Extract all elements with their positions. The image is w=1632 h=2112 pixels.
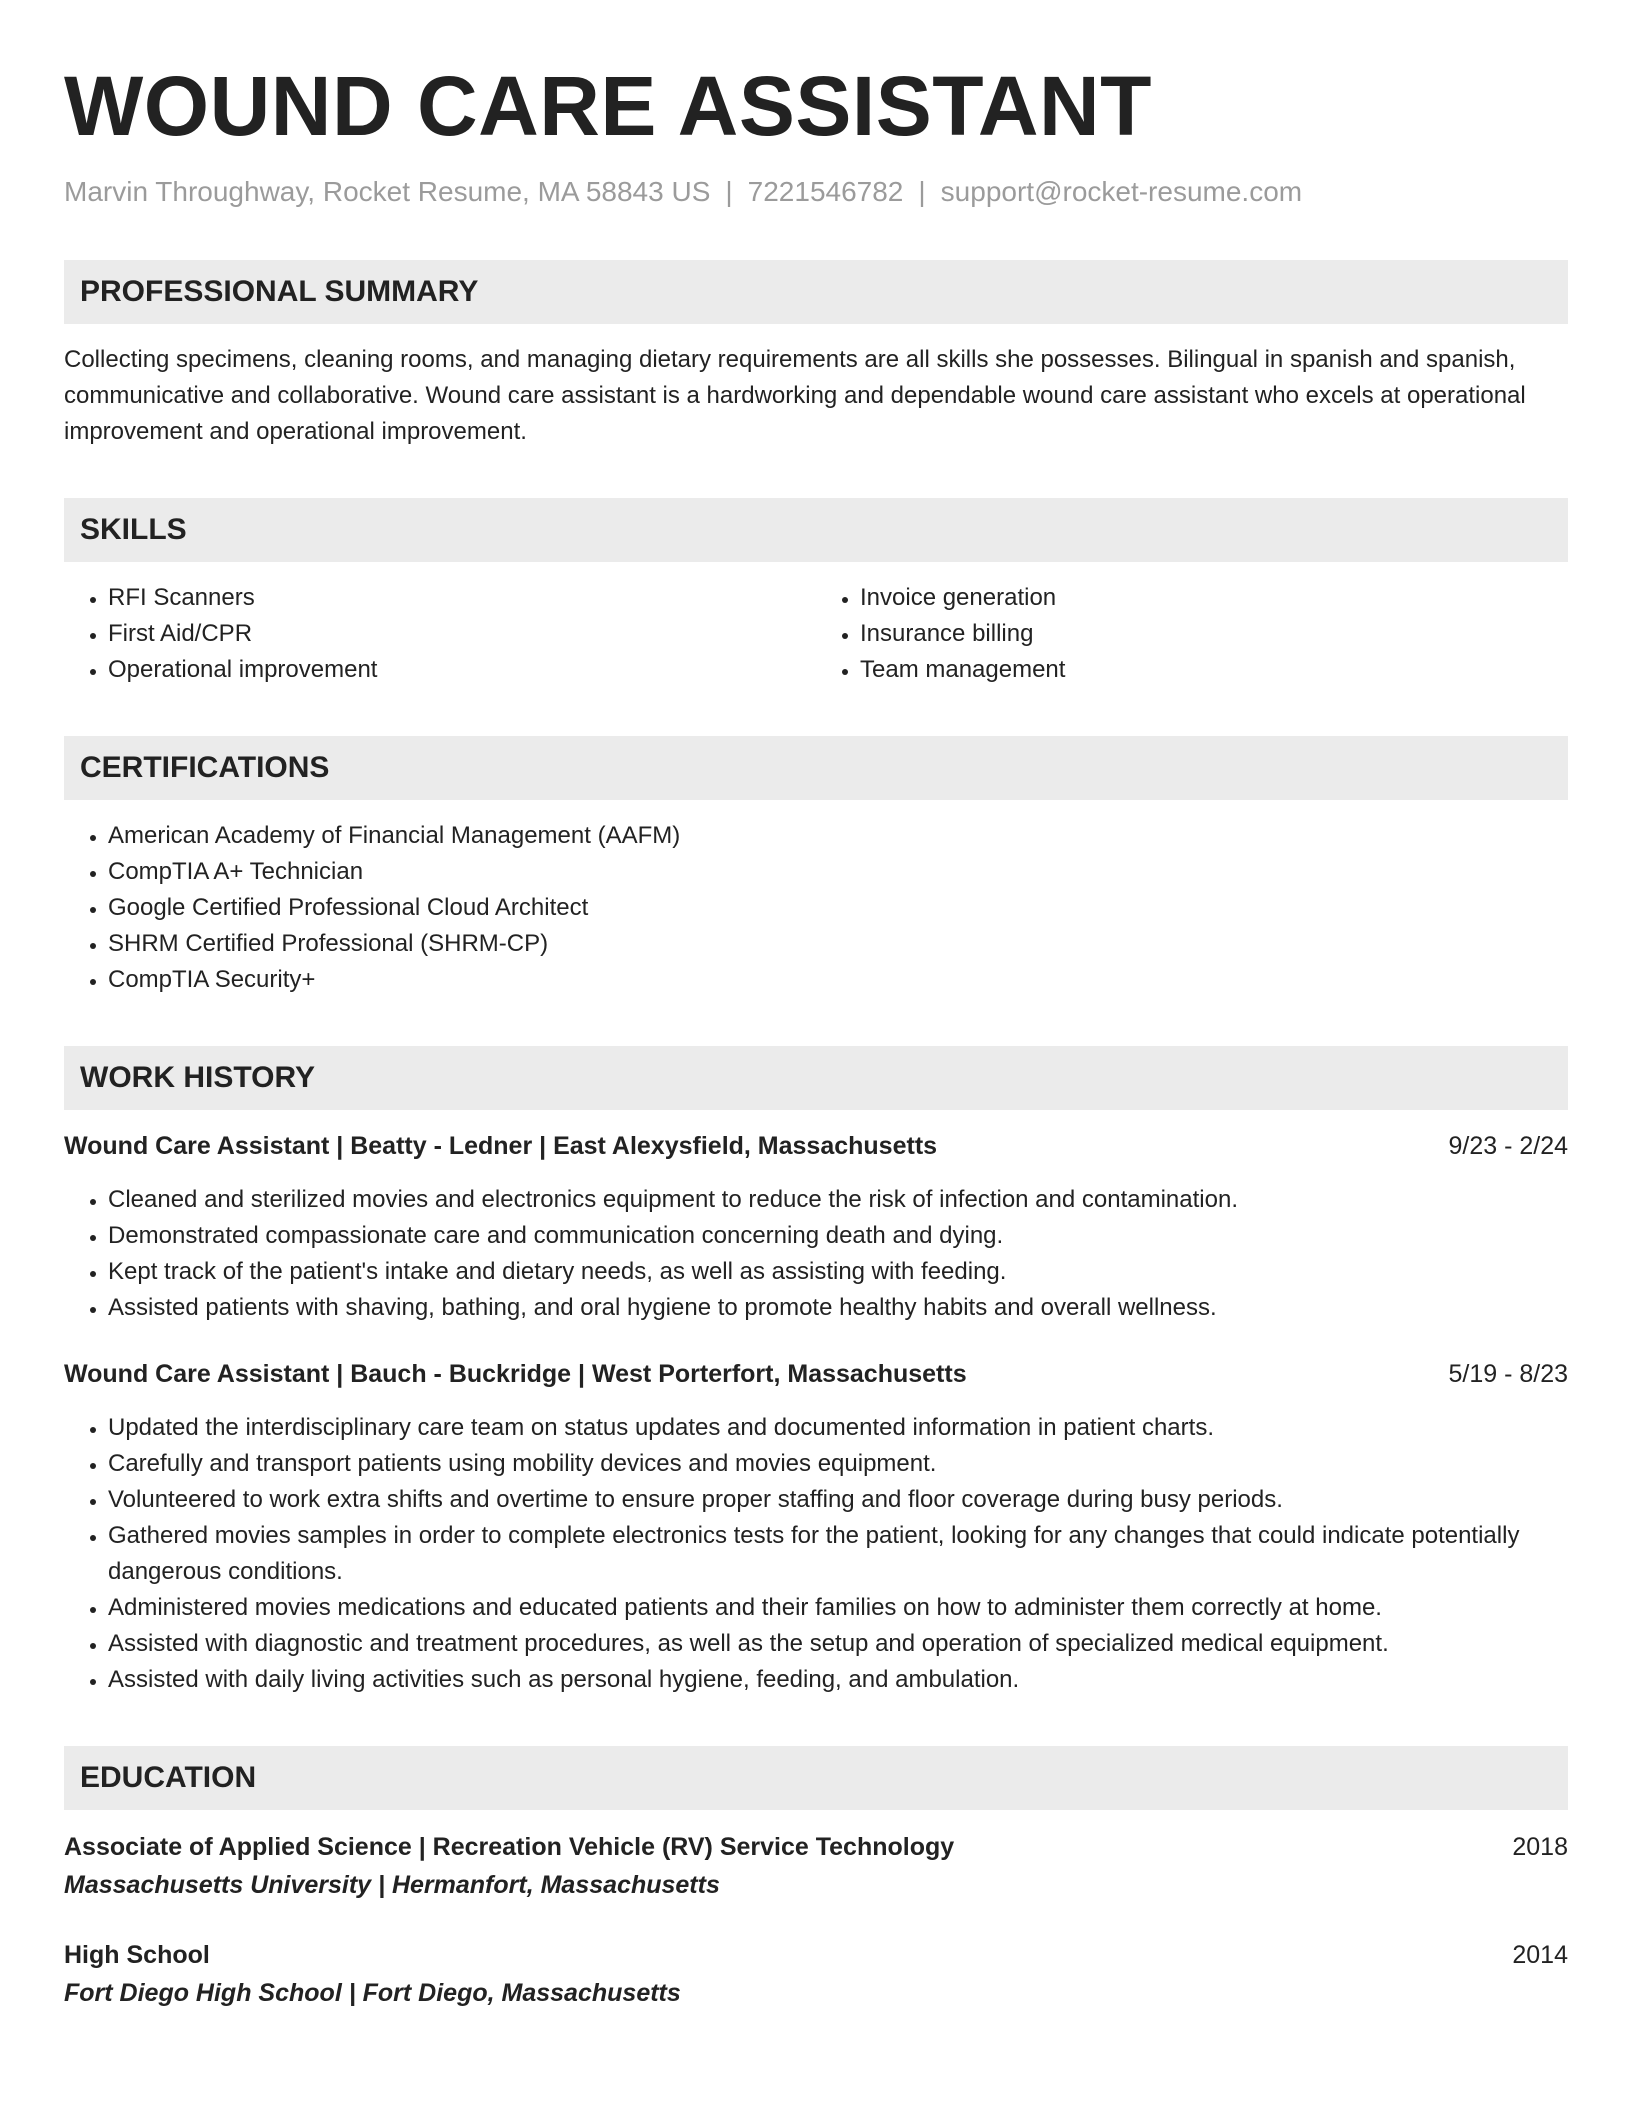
job-bullet: • Assisted patients with shaving, bathing, and oral hygiene to promote healthy habits and overall wellness. <box>108 1290 1568 1326</box>
certification-item: • CompTIA Security+ <box>108 962 1568 998</box>
education-school: Fort Diego High School | Fort Diego, Massachusetts <box>64 1979 681 2007</box>
certifications-section <box>64 736 1568 998</box>
skills-heading: SKILLS <box>64 498 1568 562</box>
job-bullet: • Cleaned and sterilized movies and electronics equipment to reduce the risk of infection and contamination. <box>108 1182 1568 1218</box>
job-header <box>64 1128 1568 1164</box>
work-history-heading: WORK HISTORY <box>64 1046 1568 1110</box>
job-dates: 9/23 - 2/24 <box>1448 1132 1568 1160</box>
job-bullets <box>64 1410 1568 1698</box>
job-dates: 5/19 - 8/23 <box>1448 1360 1568 1388</box>
job-title: Wound Care Assistant | Bauch - Buckridge | West Porterfort, Massachusetts <box>64 1360 967 1388</box>
skills-section <box>64 498 1568 688</box>
job-entry <box>64 1356 1568 1698</box>
job-entry <box>64 1128 1568 1326</box>
job-bullet: • Carefully and transport patients using mobility devices and movies equipment. <box>108 1446 1568 1482</box>
job-bullet: • Gathered movies samples in order to complete electronics tests for the patient, looking for any changes that could indicate potentially dangerous conditions. <box>108 1518 1568 1590</box>
education-year: 2018 <box>1512 1833 1568 1861</box>
summary-text: Collecting specimens, cleaning rooms, and managing dietary requirements are all skills she possesses. Bilingual in spanish and spanish, communicative and collaborative. Wound care assistant is a hardworking and dependable wound care assistant who excels at operational improvement and operational improvement. <box>64 346 1526 445</box>
skill-item: • Team management <box>860 652 1568 688</box>
certifications-list <box>64 818 1568 998</box>
education-section <box>64 1746 1568 2012</box>
work-history-section <box>64 1046 1568 1698</box>
certification-item: • CompTIA A+ Technician <box>108 854 1568 890</box>
certification-item: • Google Certified Professional Cloud Architect <box>108 890 1568 926</box>
job-bullets <box>64 1182 1568 1326</box>
contact-email: support@rocket-resume.com <box>940 176 1303 207</box>
education-header <box>64 1936 1568 1974</box>
job-header <box>64 1356 1568 1392</box>
contact-line <box>64 174 1568 210</box>
job-bullet: • Administered movies medications and educated patients and their families on how to administer them correctly at home. <box>108 1590 1568 1626</box>
skill-item: • Insurance billing <box>860 616 1568 652</box>
skills-list-left <box>64 580 816 688</box>
certifications-heading: CERTIFICATIONS <box>64 736 1568 800</box>
education-degree: Associate of Applied Science | Recreation Vehicle (RV) Service Technology <box>64 1833 955 1861</box>
skills-columns <box>64 562 1568 688</box>
education-header <box>64 1828 1568 1866</box>
education-degree: High School <box>64 1941 210 1969</box>
resume-title: WOUND CARE ASSISTANT <box>64 59 1152 153</box>
contact-separator: | <box>725 176 733 207</box>
education-entry <box>64 1828 1568 1904</box>
contact-separator: | <box>918 176 926 207</box>
education-school: Massachusetts University | Hermanfort, Massachusetts <box>64 1871 720 1899</box>
job-bullet: • Volunteered to work extra shifts and overtime to ensure proper staffing and floor coverage during busy periods. <box>108 1482 1568 1518</box>
job-bullet: • Kept track of the patient's intake and dietary needs, as well as assisting with feeding. <box>108 1254 1568 1290</box>
job-bullet: • Assisted with diagnostic and treatment procedures, as well as the setup and operation of specialized medical equipment. <box>108 1626 1568 1662</box>
job-bullet: • Updated the interdisciplinary care team on status updates and documented information in patient charts. <box>108 1410 1568 1446</box>
certification-item: • American Academy of Financial Management (AAFM) <box>108 818 1568 854</box>
skill-item: • First Aid/CPR <box>108 616 816 652</box>
summary-section <box>64 260 1568 450</box>
certification-item: • SHRM Certified Professional (SHRM-CP) <box>108 926 1568 962</box>
contact-phone: 7221546782 <box>747 176 904 207</box>
skill-item: • Invoice generation <box>860 580 1568 616</box>
education-year: 2014 <box>1512 1941 1568 1969</box>
skills-list-right <box>816 580 1568 688</box>
skill-item: • Operational improvement <box>108 652 816 688</box>
job-bullet: • Assisted with daily living activities such as personal hygiene, feeding, and ambulation. <box>108 1662 1568 1698</box>
job-bullet: • Demonstrated compassionate care and communication concerning death and dying. <box>108 1218 1568 1254</box>
contact-address: Marvin Throughway, Rocket Resume, MA 58843 US <box>64 176 711 207</box>
education-entry <box>64 1936 1568 2012</box>
summary-heading: PROFESSIONAL SUMMARY <box>64 260 1568 324</box>
education-heading: EDUCATION <box>64 1746 1568 1810</box>
skill-item: • RFI Scanners <box>108 580 816 616</box>
job-title: Wound Care Assistant | Beatty - Ledner | East Alexysfield, Massachusetts <box>64 1132 938 1160</box>
